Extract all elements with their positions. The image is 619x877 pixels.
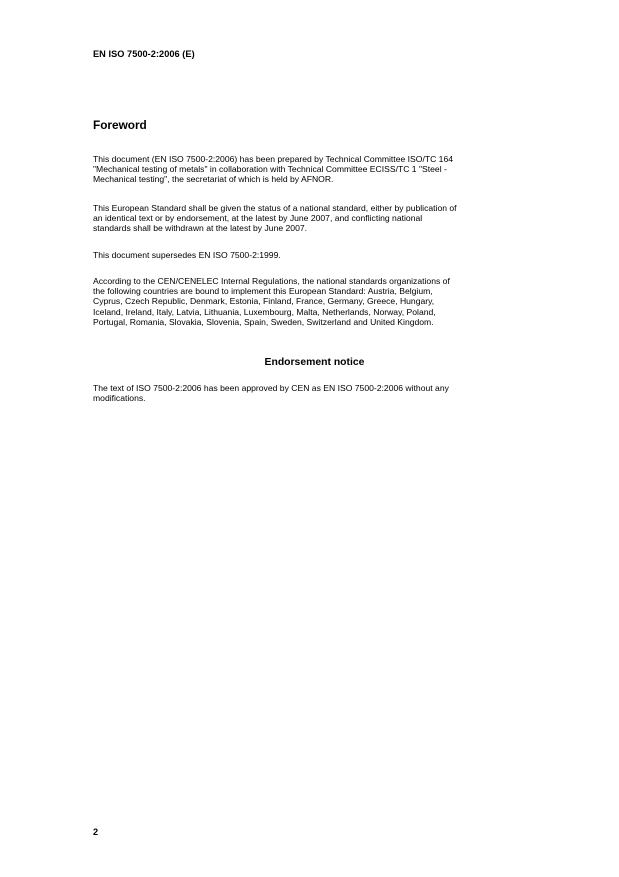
endorsement-heading bbox=[0, 357, 619, 368]
text-line: the following countries are bound to implement this European Standard: Austria, Belgium, bbox=[93, 286, 433, 297]
text-line: Portugal, Romania, Slovakia, Slovenia, Spain, Sweden, Switzerland and United Kingdom. bbox=[93, 316, 434, 327]
text-line: Cyprus, Czech Republic, Denmark, Estonia, Finland, France, Germany, Greece, Hungary, bbox=[93, 296, 435, 307]
text-line: "Mechanical testing of metals" in collaboration with Technical Committee ECISS/TC 1 "Steel - bbox=[93, 164, 447, 175]
text-line: an identical text or by endorsement, at the latest by June 2007, and conflicting national bbox=[93, 213, 423, 224]
foreword-paragraph-1 bbox=[93, 154, 538, 185]
page-number: 2 bbox=[93, 827, 99, 837]
endorsement-paragraph bbox=[93, 383, 538, 403]
text-line: This document (EN ISO 7500-2:2006) has been prepared by Technical Committee ISO/TC 164 bbox=[93, 154, 454, 164]
text-line: This European Standard shall be given the status of a national standard, either by publication of bbox=[93, 203, 457, 213]
text-line: Iceland, Ireland, Italy, Latvia, Lithuania, Luxembourg, Malta, Netherlands, Norway, Poland, bbox=[93, 306, 436, 317]
text-line: This document supersedes EN ISO 7500-2:1999. bbox=[93, 250, 281, 260]
text-line: Mechanical testing", the secretariat of which is held by AFNOR. bbox=[93, 174, 334, 185]
text-line: standards shall be withdrawn at the latest by June 2007. bbox=[93, 223, 308, 234]
text-line: The text of ISO 7500-2:2006 has been approved by CEN as EN ISO 7500-2:2006 without any bbox=[93, 383, 449, 393]
foreword-paragraph-3 bbox=[93, 250, 538, 260]
foreword-paragraph-2 bbox=[93, 203, 538, 234]
endorsement-heading-text: Endorsement notice bbox=[264, 357, 365, 368]
foreword-heading: Foreword bbox=[93, 118, 147, 132]
text-line: modifications. bbox=[93, 393, 146, 404]
foreword-paragraph-4 bbox=[93, 276, 538, 327]
running-header: EN ISO 7500-2:2006 (E) bbox=[93, 49, 195, 59]
text-line: According to the CEN/CENELEC Internal Regulations, the national standards organizations of bbox=[93, 276, 450, 286]
